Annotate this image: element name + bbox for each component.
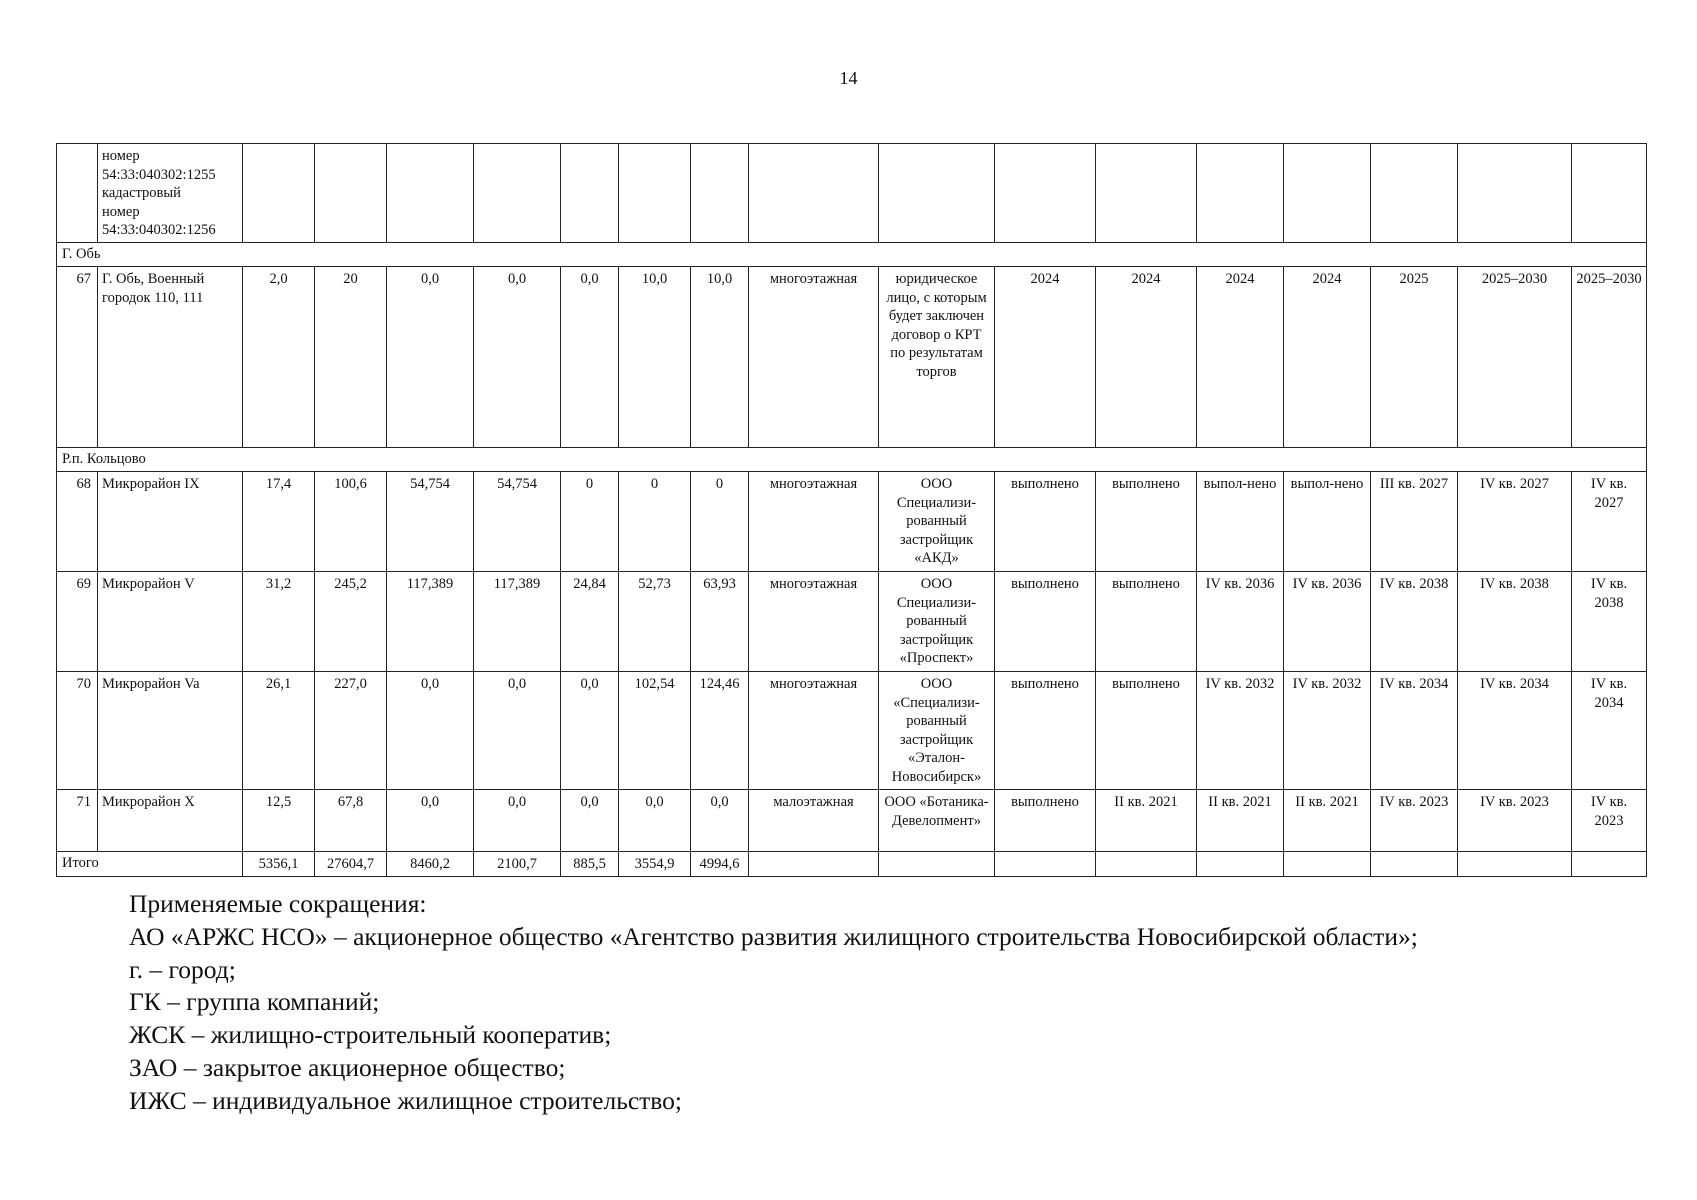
table-row bbox=[57, 572, 1647, 672]
cell-type: многоэтажная bbox=[749, 572, 879, 672]
cell-c3: 117,389 bbox=[387, 572, 474, 672]
cell-c2: 20 bbox=[315, 267, 387, 448]
section-title: Г. Обь bbox=[57, 243, 1647, 267]
cell-d3: II кв. 2021 bbox=[1197, 790, 1284, 852]
cell-empty bbox=[879, 144, 995, 243]
abbreviation-item: г. – город; bbox=[129, 954, 236, 984]
cell-developer: ООО «Специализи-рованный застройщик «Эталон-Новосибирск» bbox=[879, 672, 995, 790]
cell-d3: выпол-нено bbox=[1197, 472, 1284, 572]
cell-name: Микрорайон IX bbox=[98, 472, 243, 572]
cell-c1: 31,2 bbox=[243, 572, 315, 672]
cell-empty bbox=[1458, 144, 1572, 243]
cell-empty bbox=[474, 144, 561, 243]
cell-no: 69 bbox=[57, 572, 98, 672]
table-row bbox=[57, 672, 1647, 790]
cell-c3: 0,0 bbox=[387, 790, 474, 852]
cell-c2: 67,8 bbox=[315, 790, 387, 852]
cell-c1: 17,4 bbox=[243, 472, 315, 572]
cell-c7: 10,0 bbox=[691, 267, 749, 448]
cell-d6: IV кв. 2038 bbox=[1458, 572, 1572, 672]
cell-empty bbox=[1284, 144, 1371, 243]
construction-table bbox=[56, 143, 1647, 877]
cell-empty bbox=[691, 144, 749, 243]
cell-empty bbox=[995, 852, 1096, 877]
cell-empty bbox=[1572, 852, 1647, 877]
cell-c3: 0,0 bbox=[387, 672, 474, 790]
cell-c1: 2,0 bbox=[243, 267, 315, 448]
cell-empty bbox=[1572, 144, 1647, 243]
cell-empty bbox=[749, 144, 879, 243]
cell-d5: 2025 bbox=[1371, 267, 1458, 448]
total-c1: 5356,1 bbox=[243, 852, 315, 877]
cell-no: 70 bbox=[57, 672, 98, 790]
cell-name: Г. Обь, Военный городок 110, 111 bbox=[98, 267, 243, 448]
cell-c5: 24,84 bbox=[561, 572, 619, 672]
cell-type: малоэтажная bbox=[749, 790, 879, 852]
cell-d6: 2025–2030 bbox=[1458, 267, 1572, 448]
total-c5: 885,5 bbox=[561, 852, 619, 877]
cell-developer: ООО Специализи-рованный застройщик «АКД» bbox=[879, 472, 995, 572]
cell-c6: 0 bbox=[619, 472, 691, 572]
cell-d6: IV кв. 2034 bbox=[1458, 672, 1572, 790]
cell-empty bbox=[243, 144, 315, 243]
cell-d1: выполнено bbox=[995, 572, 1096, 672]
total-c4: 2100,7 bbox=[474, 852, 561, 877]
cell-no bbox=[57, 144, 98, 243]
cell-d1: выполнено bbox=[995, 472, 1096, 572]
cell-empty bbox=[1458, 852, 1572, 877]
name-line: 54:33:040302:1256 bbox=[102, 222, 216, 238]
cell-name bbox=[98, 144, 243, 243]
section-title: Р.п. Кольцово bbox=[57, 448, 1647, 472]
table-row bbox=[57, 267, 1647, 448]
cell-c5: 0,0 bbox=[561, 672, 619, 790]
cell-d4: II кв. 2021 bbox=[1284, 790, 1371, 852]
cell-empty bbox=[1197, 852, 1284, 877]
cell-type: многоэтажная bbox=[749, 472, 879, 572]
cell-d1: выполнено bbox=[995, 790, 1096, 852]
cell-empty bbox=[1284, 852, 1371, 877]
cell-d2: выполнено bbox=[1096, 672, 1197, 790]
total-row bbox=[57, 852, 1647, 877]
cell-c6: 102,54 bbox=[619, 672, 691, 790]
cell-d7: IV кв. 2023 bbox=[1572, 790, 1647, 852]
cell-d1: выполнено bbox=[995, 672, 1096, 790]
cell-empty bbox=[315, 144, 387, 243]
cell-c6: 0,0 bbox=[619, 790, 691, 852]
cell-c4: 0,0 bbox=[474, 790, 561, 852]
cell-c5: 0 bbox=[561, 472, 619, 572]
total-c6: 3554,9 bbox=[619, 852, 691, 877]
abbreviations-block bbox=[129, 888, 1418, 1118]
cell-d7: IV кв. 2027 bbox=[1572, 472, 1647, 572]
cell-d7: IV кв. 2038 bbox=[1572, 572, 1647, 672]
table-body bbox=[57, 144, 1647, 877]
cell-type: многоэтажная bbox=[749, 267, 879, 448]
name-line: кадастровый bbox=[102, 185, 181, 201]
cell-c2: 245,2 bbox=[315, 572, 387, 672]
cell-c4: 54,754 bbox=[474, 472, 561, 572]
cell-d4: IV кв. 2032 bbox=[1284, 672, 1371, 790]
cell-c1: 26,1 bbox=[243, 672, 315, 790]
cell-developer: юридическое лицо, с которым будет заключен договор о КРТ по результатам торгов bbox=[879, 267, 995, 448]
cell-no: 67 bbox=[57, 267, 98, 448]
cell-c7: 0,0 bbox=[691, 790, 749, 852]
cell-no: 68 bbox=[57, 472, 98, 572]
cell-empty bbox=[995, 144, 1096, 243]
cell-c1: 12,5 bbox=[243, 790, 315, 852]
cell-name: Микрорайон V bbox=[98, 572, 243, 672]
cell-c6: 10,0 bbox=[619, 267, 691, 448]
continuation-row bbox=[57, 144, 1647, 243]
cell-d3: 2024 bbox=[1197, 267, 1284, 448]
cell-c4: 0,0 bbox=[474, 672, 561, 790]
abbreviation-item: ГК – группа компаний; bbox=[129, 987, 380, 1017]
page-number: 14 bbox=[839, 68, 858, 88]
cell-d1: 2024 bbox=[995, 267, 1096, 448]
section-row bbox=[57, 243, 1647, 267]
cell-d6: IV кв. 2027 bbox=[1458, 472, 1572, 572]
cell-empty bbox=[1096, 144, 1197, 243]
cell-c2: 100,6 bbox=[315, 472, 387, 572]
cell-d7: IV кв. 2034 bbox=[1572, 672, 1647, 790]
total-c7: 4994,6 bbox=[691, 852, 749, 877]
abbreviation-item: ЖСК – жилищно-строительный кооператив; bbox=[129, 1020, 612, 1050]
cell-d4: 2024 bbox=[1284, 267, 1371, 448]
cell-c7: 63,93 bbox=[691, 572, 749, 672]
cell-d5: IV кв. 2038 bbox=[1371, 572, 1458, 672]
cell-empty bbox=[1197, 144, 1284, 243]
cell-empty bbox=[387, 144, 474, 243]
abbreviation-item: ИЖС – индивидуальное жилищное строительство; bbox=[129, 1085, 682, 1115]
cell-d2: 2024 bbox=[1096, 267, 1197, 448]
cell-empty bbox=[1371, 852, 1458, 877]
cell-d4: IV кв. 2036 bbox=[1284, 572, 1371, 672]
total-label: Итого bbox=[57, 852, 243, 877]
cell-empty bbox=[1371, 144, 1458, 243]
section-row bbox=[57, 448, 1647, 472]
cell-d7: 2025–2030 bbox=[1572, 267, 1647, 448]
abbreviation-item: АО «АРЖС НСО» – акционерное общество «Агентство развития жилищного строительства Новосибирской области»; bbox=[129, 921, 1418, 951]
cell-d3: IV кв. 2032 bbox=[1197, 672, 1284, 790]
abbreviations-heading: Применяемые сокращения: bbox=[129, 889, 427, 918]
cell-d6: IV кв. 2023 bbox=[1458, 790, 1572, 852]
total-c3: 8460,2 bbox=[387, 852, 474, 877]
cell-empty bbox=[1096, 852, 1197, 877]
cell-type: многоэтажная bbox=[749, 672, 879, 790]
cell-name: Микрорайон Va bbox=[98, 672, 243, 790]
name-line: номер bbox=[102, 203, 140, 220]
cell-empty bbox=[749, 852, 879, 877]
cell-name: Микрорайон X bbox=[98, 790, 243, 852]
table-row bbox=[57, 472, 1647, 572]
cell-no: 71 bbox=[57, 790, 98, 852]
cell-d4: выпол-нено bbox=[1284, 472, 1371, 572]
cell-c7: 124,46 bbox=[691, 672, 749, 790]
table-row bbox=[57, 790, 1647, 852]
cell-d3: IV кв. 2036 bbox=[1197, 572, 1284, 672]
cell-d2: выполнено bbox=[1096, 472, 1197, 572]
abbreviation-item: ЗАО – закрытое акционерное общество; bbox=[129, 1052, 566, 1082]
cell-d2: выполнено bbox=[1096, 572, 1197, 672]
cell-c6: 52,73 bbox=[619, 572, 691, 672]
cell-c3: 54,754 bbox=[387, 472, 474, 572]
cell-c3: 0,0 bbox=[387, 267, 474, 448]
cell-c5: 0,0 bbox=[561, 267, 619, 448]
cell-c4: 117,389 bbox=[474, 572, 561, 672]
cell-c7: 0 bbox=[691, 472, 749, 572]
cell-empty bbox=[879, 852, 995, 877]
cell-developer: ООО Специализи-рованный застройщик «Проспект» bbox=[879, 572, 995, 672]
cell-empty bbox=[561, 144, 619, 243]
name-line: номер bbox=[102, 148, 140, 164]
cell-c5: 0,0 bbox=[561, 790, 619, 852]
cell-d5: III кв. 2027 bbox=[1371, 472, 1458, 572]
cell-c2: 227,0 bbox=[315, 672, 387, 790]
total-c2: 27604,7 bbox=[315, 852, 387, 877]
cell-c4: 0,0 bbox=[474, 267, 561, 448]
name-line: 54:33:040302:1255 bbox=[102, 166, 216, 183]
cell-d5: IV кв. 2023 bbox=[1371, 790, 1458, 852]
cell-developer: ООО «Ботаника-Девелопмент» bbox=[879, 790, 995, 852]
cell-empty bbox=[619, 144, 691, 243]
cell-d5: IV кв. 2034 bbox=[1371, 672, 1458, 790]
cell-d2: II кв. 2021 bbox=[1096, 790, 1197, 852]
